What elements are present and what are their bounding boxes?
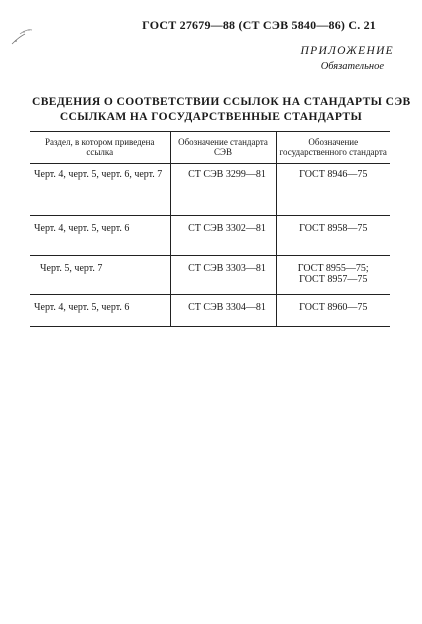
gost-value: ГОСТ 8957—75 <box>299 274 368 285</box>
gost-value: ГОСТ 8955—75; <box>297 263 369 274</box>
header-sev-standard: Обозначение стандарта СЭВ <box>170 132 276 164</box>
cell-section: Черт. 4, черт. 5, черт. 6, черт. 7 <box>34 169 163 180</box>
references-table <box>30 131 390 327</box>
header-section: Раздел, в котором приведена ссылка <box>45 137 155 157</box>
page-header: ГОСТ 27679—88 (СТ СЭВ 5840—86) С. 21 <box>142 18 376 32</box>
references-table-container <box>30 131 390 327</box>
document-title-line-2: ССЫЛКАМ НА ГОСУДАРСТВЕННЫЕ СТАНДАРТЫ <box>59 111 363 123</box>
appendix-label: ПРИЛОЖЕНИЕ <box>300 45 394 57</box>
cell-section: Черт. 4, черт. 5, черт. 6 <box>34 223 130 234</box>
document-title-line-1: СВЕДЕНИЯ О СООТВЕТСТВИИ ССЫЛОК НА СТАНДАРТЫ СЭВ <box>32 96 411 108</box>
gost-value: ГОСТ 8946—75 <box>299 169 368 180</box>
gost-value: ГОСТ 8958—75 <box>299 223 368 234</box>
cell-section: Черт. 4, черт. 5, черт. 6 <box>34 302 130 313</box>
table-header-row <box>30 132 390 164</box>
table-row <box>30 295 390 327</box>
table-row <box>30 256 390 295</box>
cell-sev: СТ СЭВ 3302—81 <box>170 216 276 256</box>
cell-sev: СТ СЭВ 3299—81 <box>170 164 276 216</box>
cell-sev: СТ СЭВ 3304—81 <box>170 295 276 327</box>
table-row <box>30 164 390 216</box>
appendix-status: Обязательное <box>320 61 384 72</box>
cell-gost <box>276 164 390 216</box>
cell-section: Черт. 5, черт. 7 <box>40 263 103 274</box>
cell-sev: СТ СЭВ 3303—81 <box>170 256 276 295</box>
gost-value: ГОСТ 8960—75 <box>299 302 368 313</box>
cell-gost <box>276 216 390 256</box>
table-row <box>30 216 390 256</box>
cell-gost <box>276 256 390 295</box>
cell-gost <box>276 295 390 327</box>
header-gost-standard: Обозначение государственного стандарта <box>276 132 390 164</box>
pen-mark-icon <box>10 24 36 46</box>
